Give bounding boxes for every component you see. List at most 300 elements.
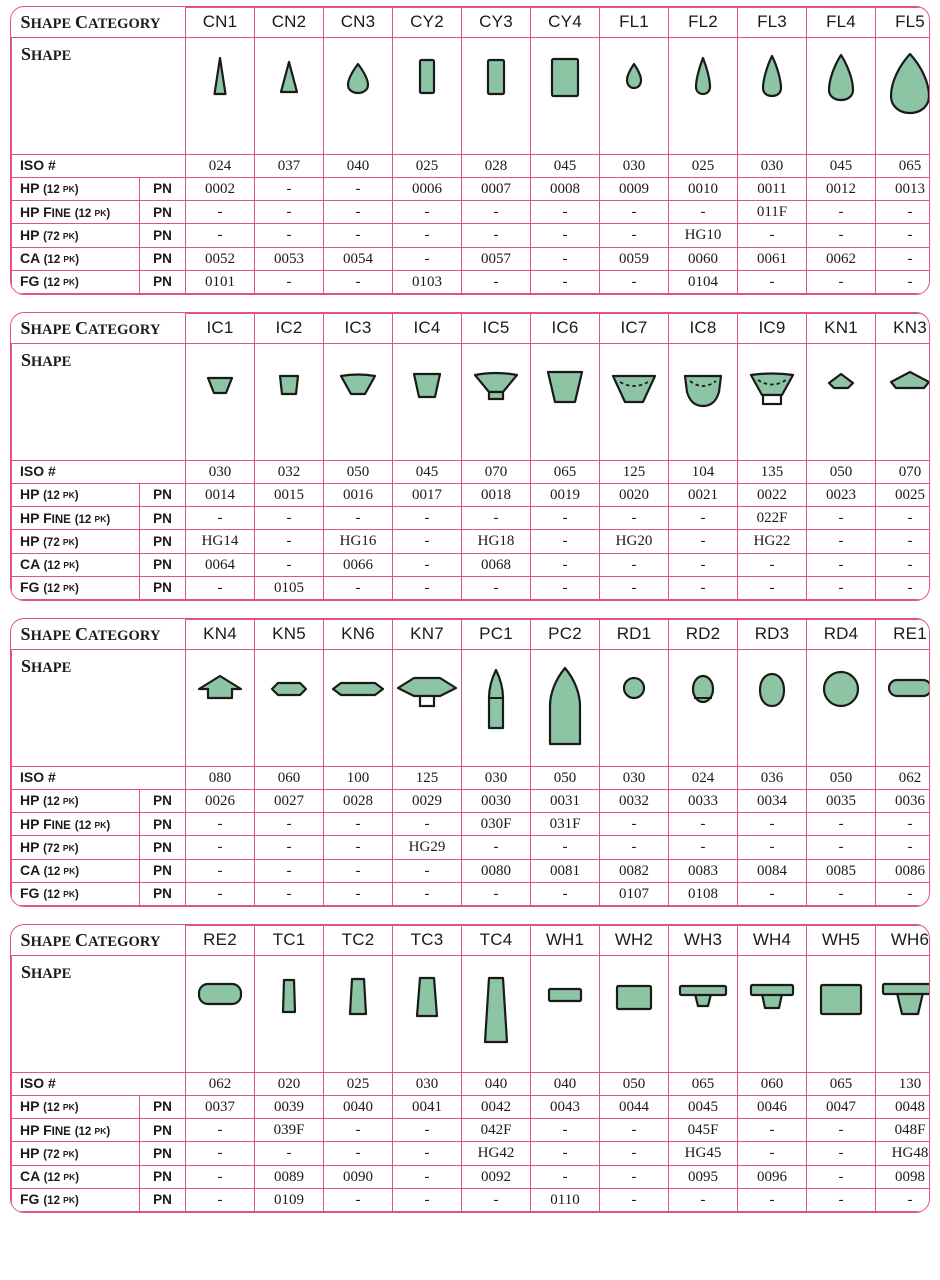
cell-hp12-KN6[interactable]: 0028 [324,789,393,812]
cell-iso-CY3[interactable]: 028 [462,154,531,177]
cell-hpfine12-CY4[interactable]: - [531,201,600,224]
cell-hp72-RE2[interactable]: - [186,1142,255,1165]
cell-ca12-FL1[interactable]: 0059 [600,247,669,270]
cell-hp12-RE1[interactable]: 0036 [876,789,930,812]
cell-hpfine12-PC2[interactable]: 031F [531,813,600,836]
cell-fg12-TC2[interactable]: - [324,1188,393,1211]
cell-hp12-TC3[interactable]: 0041 [393,1095,462,1118]
cell-fg12-RD4[interactable]: - [807,882,876,905]
cell-hpfine12-TC3[interactable]: - [393,1119,462,1142]
column-header-CY4[interactable]: CY4 [531,8,600,38]
cell-fg12-FL1[interactable]: - [600,270,669,293]
cell-iso-FL2[interactable]: 025 [669,154,738,177]
cell-iso-TC2[interactable]: 025 [324,1072,393,1095]
cell-hp72-KN7[interactable]: HG29 [393,836,462,859]
cell-hp12-IC6[interactable]: 0019 [531,483,600,506]
cell-iso-IC4[interactable]: 045 [393,460,462,483]
cell-iso-RD3[interactable]: 036 [738,766,807,789]
cell-iso-KN1[interactable]: 050 [807,460,876,483]
column-header-FL2[interactable]: FL2 [669,8,738,38]
cell-ca12-KN1[interactable]: - [807,553,876,576]
cell-hp12-CY3[interactable]: 0007 [462,177,531,200]
column-header-IC9[interactable]: IC9 [738,314,807,344]
cell-ca12-RE2[interactable]: - [186,1165,255,1188]
cell-hpfine12-RD4[interactable]: - [807,813,876,836]
cell-hp12-WH6[interactable]: 0048 [876,1095,930,1118]
cell-hpfine12-PC1[interactable]: 030F [462,813,531,836]
cell-fg12-RD3[interactable]: - [738,882,807,905]
cell-hp12-PC2[interactable]: 0031 [531,789,600,812]
cell-hpfine12-WH4[interactable]: - [738,1119,807,1142]
cell-iso-RD2[interactable]: 024 [669,766,738,789]
column-header-WH5[interactable]: WH5 [807,926,876,956]
cell-hpfine12-KN1[interactable]: - [807,507,876,530]
cell-iso-CY2[interactable]: 025 [393,154,462,177]
cell-ca12-WH6[interactable]: 0098 [876,1165,930,1188]
cell-fg12-WH2[interactable]: - [600,1188,669,1211]
cell-ca12-KN3[interactable]: - [876,553,930,576]
cell-iso-RD1[interactable]: 030 [600,766,669,789]
cell-iso-CN2[interactable]: 037 [255,154,324,177]
cell-hpfine12-WH5[interactable]: - [807,1119,876,1142]
cell-iso-RE2[interactable]: 062 [186,1072,255,1095]
cell-hp72-FL2[interactable]: HG10 [669,224,738,247]
column-header-CN3[interactable]: CN3 [324,8,393,38]
cell-hpfine12-RE1[interactable]: - [876,813,930,836]
column-header-IC5[interactable]: IC5 [462,314,531,344]
cell-ca12-RE1[interactable]: 0086 [876,859,930,882]
cell-hpfine12-IC8[interactable]: - [669,507,738,530]
cell-hp12-WH3[interactable]: 0045 [669,1095,738,1118]
cell-hp12-IC8[interactable]: 0021 [669,483,738,506]
cell-ca12-CN3[interactable]: 0054 [324,247,393,270]
cell-hp72-RD4[interactable]: - [807,836,876,859]
cell-hp72-PC2[interactable]: - [531,836,600,859]
cell-hp72-RD2[interactable]: - [669,836,738,859]
cell-hpfine12-WH3[interactable]: 045F [669,1119,738,1142]
cell-fg12-KN4[interactable]: - [186,882,255,905]
cell-fg12-KN1[interactable]: - [807,576,876,599]
cell-fg12-PC1[interactable]: - [462,882,531,905]
column-header-FL4[interactable]: FL4 [807,8,876,38]
cell-iso-KN6[interactable]: 100 [324,766,393,789]
cell-hpfine12-IC4[interactable]: - [393,507,462,530]
cell-fg12-TC4[interactable]: - [462,1188,531,1211]
cell-hp72-CN3[interactable]: - [324,224,393,247]
cell-iso-KN3[interactable]: 070 [876,460,930,483]
cell-fg12-CN3[interactable]: - [324,270,393,293]
cell-fg12-RD2[interactable]: 0108 [669,882,738,905]
cell-fg12-FL5[interactable]: - [876,270,930,293]
column-header-WH4[interactable]: WH4 [738,926,807,956]
cell-hp72-RE1[interactable]: - [876,836,930,859]
column-header-IC8[interactable]: IC8 [669,314,738,344]
cell-fg12-RE2[interactable]: - [186,1188,255,1211]
cell-ca12-RD3[interactable]: 0084 [738,859,807,882]
column-header-TC3[interactable]: TC3 [393,926,462,956]
cell-hp12-IC3[interactable]: 0016 [324,483,393,506]
column-header-IC4[interactable]: IC4 [393,314,462,344]
cell-hpfine12-WH1[interactable]: - [531,1119,600,1142]
column-header-RD4[interactable]: RD4 [807,620,876,650]
column-header-IC6[interactable]: IC6 [531,314,600,344]
cell-ca12-TC1[interactable]: 0089 [255,1165,324,1188]
cell-iso-KN5[interactable]: 060 [255,766,324,789]
cell-hp12-RD4[interactable]: 0035 [807,789,876,812]
cell-ca12-KN5[interactable]: - [255,859,324,882]
cell-hp12-RD2[interactable]: 0033 [669,789,738,812]
cell-fg12-CY4[interactable]: - [531,270,600,293]
column-header-KN5[interactable]: KN5 [255,620,324,650]
cell-iso-FL4[interactable]: 045 [807,154,876,177]
cell-iso-IC1[interactable]: 030 [186,460,255,483]
cell-fg12-IC7[interactable]: - [600,576,669,599]
cell-fg12-IC9[interactable]: - [738,576,807,599]
cell-hpfine12-CN1[interactable]: - [186,201,255,224]
cell-hp12-FL1[interactable]: 0009 [600,177,669,200]
cell-hpfine12-FL5[interactable]: - [876,201,930,224]
cell-iso-FL5[interactable]: 065 [876,154,930,177]
cell-iso-WH2[interactable]: 050 [600,1072,669,1095]
cell-ca12-TC2[interactable]: 0090 [324,1165,393,1188]
cell-iso-IC5[interactable]: 070 [462,460,531,483]
cell-hpfine12-CN3[interactable]: - [324,201,393,224]
column-header-IC1[interactable]: IC1 [186,314,255,344]
cell-hpfine12-IC3[interactable]: - [324,507,393,530]
cell-hp12-KN5[interactable]: 0027 [255,789,324,812]
cell-hp72-TC2[interactable]: - [324,1142,393,1165]
cell-ca12-IC2[interactable]: - [255,553,324,576]
column-header-IC3[interactable]: IC3 [324,314,393,344]
column-header-KN7[interactable]: KN7 [393,620,462,650]
column-header-RE1[interactable]: RE1 [876,620,930,650]
cell-fg12-CN1[interactable]: 0101 [186,270,255,293]
cell-hp72-KN4[interactable]: - [186,836,255,859]
cell-fg12-IC1[interactable]: - [186,576,255,599]
cell-iso-PC1[interactable]: 030 [462,766,531,789]
cell-hp72-KN1[interactable]: - [807,530,876,553]
cell-ca12-CN2[interactable]: 0053 [255,247,324,270]
cell-ca12-WH5[interactable]: - [807,1165,876,1188]
cell-hpfine12-KN3[interactable]: - [876,507,930,530]
cell-iso-WH5[interactable]: 065 [807,1072,876,1095]
column-header-RD1[interactable]: RD1 [600,620,669,650]
column-header-CY3[interactable]: CY3 [462,8,531,38]
cell-hp12-IC2[interactable]: 0015 [255,483,324,506]
column-header-KN1[interactable]: KN1 [807,314,876,344]
cell-hp12-CN2[interactable]: - [255,177,324,200]
cell-hpfine12-IC1[interactable]: - [186,507,255,530]
cell-hp72-IC5[interactable]: HG18 [462,530,531,553]
cell-fg12-CY3[interactable]: - [462,270,531,293]
cell-fg12-KN3[interactable]: - [876,576,930,599]
cell-ca12-WH2[interactable]: - [600,1165,669,1188]
cell-ca12-IC1[interactable]: 0064 [186,553,255,576]
cell-hp12-IC1[interactable]: 0014 [186,483,255,506]
column-header-RD2[interactable]: RD2 [669,620,738,650]
cell-hp72-CY3[interactable]: - [462,224,531,247]
column-header-TC2[interactable]: TC2 [324,926,393,956]
cell-ca12-PC1[interactable]: 0080 [462,859,531,882]
cell-ca12-FL5[interactable]: - [876,247,930,270]
cell-hpfine12-KN7[interactable]: - [393,813,462,836]
cell-hp12-RE2[interactable]: 0037 [186,1095,255,1118]
column-header-PC2[interactable]: PC2 [531,620,600,650]
cell-ca12-PC2[interactable]: 0081 [531,859,600,882]
column-header-RD3[interactable]: RD3 [738,620,807,650]
cell-iso-FL1[interactable]: 030 [600,154,669,177]
cell-fg12-PC2[interactable]: - [531,882,600,905]
cell-iso-RE1[interactable]: 062 [876,766,930,789]
cell-iso-IC3[interactable]: 050 [324,460,393,483]
cell-iso-IC2[interactable]: 032 [255,460,324,483]
cell-iso-WH3[interactable]: 065 [669,1072,738,1095]
cell-iso-CN3[interactable]: 040 [324,154,393,177]
cell-ca12-CY4[interactable]: - [531,247,600,270]
cell-hp12-CN1[interactable]: 0002 [186,177,255,200]
cell-hpfine12-IC2[interactable]: - [255,507,324,530]
cell-hp12-KN4[interactable]: 0026 [186,789,255,812]
cell-hp72-WH3[interactable]: HG45 [669,1142,738,1165]
cell-ca12-IC8[interactable]: - [669,553,738,576]
cell-hp12-KN3[interactable]: 0025 [876,483,930,506]
cell-iso-IC6[interactable]: 065 [531,460,600,483]
cell-ca12-IC7[interactable]: - [600,553,669,576]
cell-hpfine12-KN4[interactable]: - [186,813,255,836]
cell-fg12-IC8[interactable]: - [669,576,738,599]
cell-fg12-WH6[interactable]: - [876,1188,930,1211]
cell-iso-IC9[interactable]: 135 [738,460,807,483]
cell-hp12-CN3[interactable]: - [324,177,393,200]
cell-hp72-WH5[interactable]: - [807,1142,876,1165]
cell-ca12-IC5[interactable]: 0068 [462,553,531,576]
cell-fg12-IC2[interactable]: 0105 [255,576,324,599]
cell-hp72-KN5[interactable]: - [255,836,324,859]
cell-hp72-TC4[interactable]: HG42 [462,1142,531,1165]
cell-hp72-WH4[interactable]: - [738,1142,807,1165]
cell-fg12-WH5[interactable]: - [807,1188,876,1211]
cell-hpfine12-IC7[interactable]: - [600,507,669,530]
cell-hp12-WH1[interactable]: 0043 [531,1095,600,1118]
column-header-IC2[interactable]: IC2 [255,314,324,344]
cell-fg12-TC3[interactable]: - [393,1188,462,1211]
cell-fg12-FL3[interactable]: - [738,270,807,293]
column-header-CN1[interactable]: CN1 [186,8,255,38]
column-header-WH6[interactable]: WH6 [876,926,930,956]
cell-hp12-CY2[interactable]: 0006 [393,177,462,200]
cell-hpfine12-KN5[interactable]: - [255,813,324,836]
column-header-CN2[interactable]: CN2 [255,8,324,38]
cell-hp72-IC6[interactable]: - [531,530,600,553]
cell-iso-TC4[interactable]: 040 [462,1072,531,1095]
cell-hp12-KN1[interactable]: 0023 [807,483,876,506]
cell-hpfine12-FL4[interactable]: - [807,201,876,224]
cell-hp72-IC7[interactable]: HG20 [600,530,669,553]
cell-ca12-IC9[interactable]: - [738,553,807,576]
cell-hp72-RD1[interactable]: - [600,836,669,859]
cell-fg12-KN6[interactable]: - [324,882,393,905]
column-header-RE2[interactable]: RE2 [186,926,255,956]
cell-fg12-CY2[interactable]: 0103 [393,270,462,293]
cell-iso-CY4[interactable]: 045 [531,154,600,177]
cell-hpfine12-IC6[interactable]: - [531,507,600,530]
cell-hp72-TC3[interactable]: - [393,1142,462,1165]
cell-hp72-IC3[interactable]: HG16 [324,530,393,553]
cell-hpfine12-IC9[interactable]: 022F [738,507,807,530]
cell-hp72-RD3[interactable]: - [738,836,807,859]
cell-hp12-IC4[interactable]: 0017 [393,483,462,506]
column-header-WH3[interactable]: WH3 [669,926,738,956]
column-header-KN3[interactable]: KN3 [876,314,930,344]
column-header-CY2[interactable]: CY2 [393,8,462,38]
cell-hpfine12-CN2[interactable]: - [255,201,324,224]
cell-hpfine12-CY2[interactable]: - [393,201,462,224]
cell-ca12-FL2[interactable]: 0060 [669,247,738,270]
cell-hp72-WH1[interactable]: - [531,1142,600,1165]
cell-ca12-RD4[interactable]: 0085 [807,859,876,882]
cell-hp12-TC4[interactable]: 0042 [462,1095,531,1118]
cell-hp12-FL2[interactable]: 0010 [669,177,738,200]
cell-hp72-WH6[interactable]: HG48 [876,1142,930,1165]
cell-hp72-CN2[interactable]: - [255,224,324,247]
cell-hpfine12-CY3[interactable]: - [462,201,531,224]
cell-iso-IC7[interactable]: 125 [600,460,669,483]
cell-hpfine12-TC2[interactable]: - [324,1119,393,1142]
cell-hpfine12-RD1[interactable]: - [600,813,669,836]
cell-hp12-FL3[interactable]: 0011 [738,177,807,200]
cell-hp72-IC2[interactable]: - [255,530,324,553]
cell-iso-WH6[interactable]: 130 [876,1072,930,1095]
cell-fg12-KN5[interactable]: - [255,882,324,905]
cell-fg12-WH3[interactable]: - [669,1188,738,1211]
cell-hpfine12-KN6[interactable]: - [324,813,393,836]
column-header-TC4[interactable]: TC4 [462,926,531,956]
column-header-FL5[interactable]: FL5 [876,8,930,38]
cell-fg12-IC5[interactable]: - [462,576,531,599]
cell-iso-KN7[interactable]: 125 [393,766,462,789]
cell-hp12-IC5[interactable]: 0018 [462,483,531,506]
cell-fg12-FL4[interactable]: - [807,270,876,293]
cell-hpfine12-FL1[interactable]: - [600,201,669,224]
cell-hp72-IC4[interactable]: - [393,530,462,553]
cell-hpfine12-TC1[interactable]: 039F [255,1119,324,1142]
cell-hp12-RD1[interactable]: 0032 [600,789,669,812]
cell-ca12-TC3[interactable]: - [393,1165,462,1188]
cell-hpfine12-IC5[interactable]: - [462,507,531,530]
cell-fg12-FL2[interactable]: 0104 [669,270,738,293]
cell-hp72-FL5[interactable]: - [876,224,930,247]
cell-hp72-WH2[interactable]: - [600,1142,669,1165]
cell-ca12-RD2[interactable]: 0083 [669,859,738,882]
cell-hp72-FL4[interactable]: - [807,224,876,247]
cell-hp12-RD3[interactable]: 0034 [738,789,807,812]
cell-fg12-RE1[interactable]: - [876,882,930,905]
cell-fg12-WH4[interactable]: - [738,1188,807,1211]
cell-hpfine12-RD2[interactable]: - [669,813,738,836]
cell-hp72-TC1[interactable]: - [255,1142,324,1165]
cell-hp12-FL5[interactable]: 0013 [876,177,930,200]
cell-hp12-WH2[interactable]: 0044 [600,1095,669,1118]
cell-iso-KN4[interactable]: 080 [186,766,255,789]
cell-ca12-WH4[interactable]: 0096 [738,1165,807,1188]
cell-hpfine12-FL2[interactable]: - [669,201,738,224]
cell-hp12-CY4[interactable]: 0008 [531,177,600,200]
cell-hp12-WH5[interactable]: 0047 [807,1095,876,1118]
cell-fg12-WH1[interactable]: 0110 [531,1188,600,1211]
cell-ca12-CY2[interactable]: - [393,247,462,270]
column-header-PC1[interactable]: PC1 [462,620,531,650]
cell-ca12-KN7[interactable]: - [393,859,462,882]
cell-hp72-CY4[interactable]: - [531,224,600,247]
column-header-TC1[interactable]: TC1 [255,926,324,956]
cell-hp12-TC1[interactable]: 0039 [255,1095,324,1118]
column-header-WH2[interactable]: WH2 [600,926,669,956]
column-header-WH1[interactable]: WH1 [531,926,600,956]
cell-ca12-FL4[interactable]: 0062 [807,247,876,270]
cell-hpfine12-TC4[interactable]: 042F [462,1119,531,1142]
cell-iso-WH1[interactable]: 040 [531,1072,600,1095]
cell-ca12-CY3[interactable]: 0057 [462,247,531,270]
cell-hpfine12-WH6[interactable]: 048F [876,1119,930,1142]
cell-ca12-IC4[interactable]: - [393,553,462,576]
cell-fg12-IC3[interactable]: - [324,576,393,599]
column-header-KN6[interactable]: KN6 [324,620,393,650]
cell-hp12-IC9[interactable]: 0022 [738,483,807,506]
cell-hpfine12-FL3[interactable]: 011F [738,201,807,224]
cell-hp72-PC1[interactable]: - [462,836,531,859]
cell-iso-CN1[interactable]: 024 [186,154,255,177]
cell-fg12-CN2[interactable]: - [255,270,324,293]
cell-ca12-KN4[interactable]: - [186,859,255,882]
cell-hp12-KN7[interactable]: 0029 [393,789,462,812]
cell-hp72-FL3[interactable]: - [738,224,807,247]
cell-ca12-RD1[interactable]: 0082 [600,859,669,882]
cell-iso-TC1[interactable]: 020 [255,1072,324,1095]
cell-hp72-KN6[interactable]: - [324,836,393,859]
cell-hp72-FL1[interactable]: - [600,224,669,247]
cell-hp72-IC9[interactable]: HG22 [738,530,807,553]
cell-ca12-WH1[interactable]: - [531,1165,600,1188]
cell-hpfine12-WH2[interactable]: - [600,1119,669,1142]
cell-hp12-TC2[interactable]: 0040 [324,1095,393,1118]
cell-iso-PC2[interactable]: 050 [531,766,600,789]
cell-ca12-KN6[interactable]: - [324,859,393,882]
cell-ca12-FL3[interactable]: 0061 [738,247,807,270]
column-header-FL1[interactable]: FL1 [600,8,669,38]
cell-hp12-IC7[interactable]: 0020 [600,483,669,506]
cell-fg12-IC6[interactable]: - [531,576,600,599]
cell-iso-WH4[interactable]: 060 [738,1072,807,1095]
cell-hp12-PC1[interactable]: 0030 [462,789,531,812]
cell-ca12-CN1[interactable]: 0052 [186,247,255,270]
cell-hp72-IC8[interactable]: - [669,530,738,553]
cell-hp72-KN3[interactable]: - [876,530,930,553]
cell-iso-RD4[interactable]: 050 [807,766,876,789]
column-header-FL3[interactable]: FL3 [738,8,807,38]
cell-iso-TC3[interactable]: 030 [393,1072,462,1095]
cell-hp72-CY2[interactable]: - [393,224,462,247]
cell-ca12-WH3[interactable]: 0095 [669,1165,738,1188]
cell-hpfine12-RE2[interactable]: - [186,1119,255,1142]
cell-ca12-IC3[interactable]: 0066 [324,553,393,576]
cell-hp12-FL4[interactable]: 0012 [807,177,876,200]
cell-hp72-CN1[interactable]: - [186,224,255,247]
cell-iso-IC8[interactable]: 104 [669,460,738,483]
cell-fg12-IC4[interactable]: - [393,576,462,599]
cell-hp72-IC1[interactable]: HG14 [186,530,255,553]
cell-fg12-KN7[interactable]: - [393,882,462,905]
cell-ca12-TC4[interactable]: 0092 [462,1165,531,1188]
